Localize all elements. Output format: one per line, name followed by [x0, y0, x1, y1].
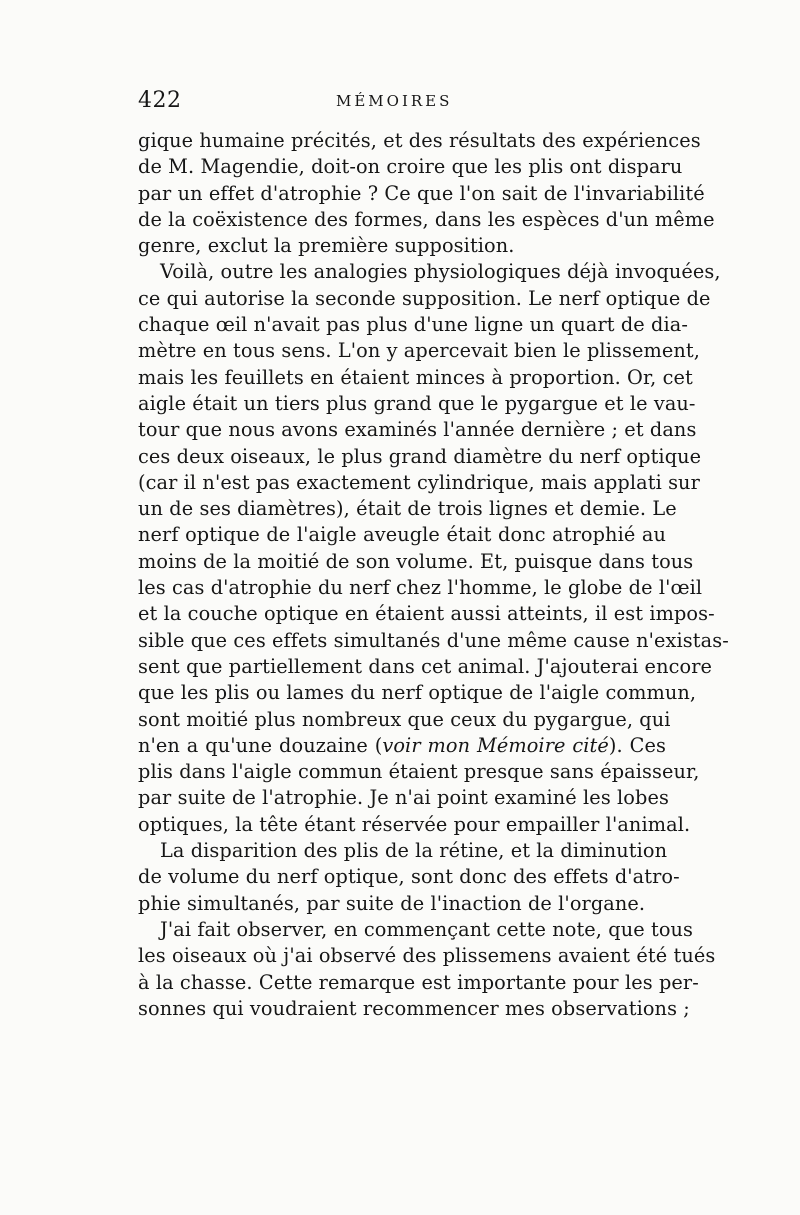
text-line: plis dans l'aigle commun étaient presque sans épaisseur, — [138, 760, 700, 784]
text-line: Voilà, outre les analogies physiologiques déjà invoquées, — [160, 260, 721, 284]
text-line: mètre en tous sens. L'on y apercevait bien le plissement, — [138, 339, 700, 363]
text-line: sent que partiellement dans cet animal. J'ajouterai encore — [138, 654, 713, 678]
paragraph — [138, 128, 715, 259]
body-text — [138, 128, 729, 1022]
text-segment: ). Ces — [608, 733, 666, 757]
text-line: phie simultanés, par suite de l'inaction de l'organe. — [138, 891, 646, 915]
page-header — [138, 88, 666, 128]
text-line: sonnes qui voudraient recommencer mes observations ; — [138, 996, 690, 1020]
text-line: un de ses diamètres), était de trois lignes et demie. Le — [138, 497, 677, 521]
text-line: de volume du nerf optique, sont donc des effets d'atro- — [138, 865, 680, 889]
running-title: MÉMOIRES — [336, 92, 453, 110]
text-line — [138, 733, 666, 759]
text-line: aigle était un tiers plus grand que le pygargue et le vau- — [138, 391, 696, 415]
text-segment: n'en a qu'une douzaine ( — [138, 733, 383, 757]
text-line: les cas d'atrophie du nerf chez l'homme, le globe de l'œil — [138, 576, 703, 600]
text-line: La disparition des plis de la rétine, et la diminution — [160, 839, 668, 863]
text-line: genre, exclut la première supposition. — [138, 234, 515, 258]
book-page — [138, 88, 729, 1022]
text-line: sont moitié plus nombreux que ceux du pygargue, qui — [138, 707, 671, 731]
text-line: tour que nous avons examinés l'année dernière ; et dans — [138, 418, 697, 442]
text-line: par un effet d'atrophie ? Ce que l'on sait de l'invariabilité — [138, 181, 705, 205]
text-line: que les plis ou lames du nerf optique de l'aigle commun, — [138, 681, 697, 705]
text-line: nerf optique de l'aigle aveugle était donc atrophié au — [138, 523, 666, 547]
page-number: 422 — [138, 88, 182, 113]
text-line: les oiseaux où j'ai observé des plissemens avaient été tués — [138, 944, 716, 968]
text-line: de M. Magendie, doit-on croire que les plis ont disparu — [138, 155, 683, 179]
text-line: moins de la moitié de son volume. Et, puisque dans tous — [138, 549, 694, 573]
italic-citation: voir mon Mémoire cité — [382, 733, 609, 757]
text-line: ces deux oiseaux, le plus grand diamètre du nerf optique — [138, 444, 702, 468]
text-line: chaque œil n'avait pas plus d'une ligne un quart de dia- — [138, 313, 688, 337]
text-line: sible que ces effets simultanés d'une même cause n'existas- — [138, 628, 729, 652]
text-line: (car il n'est pas exactement cylindrique, mais applati sur — [138, 470, 700, 494]
text-line: mais les feuillets en étaient minces à proportion. Or, cet — [138, 365, 693, 389]
text-line: ce qui autorise la seconde supposition. Le nerf optique de — [138, 286, 711, 310]
text-line: optiques, la tête étant réservée pour empailler l'animal. — [138, 812, 691, 836]
paragraph — [138, 917, 716, 1022]
text-line: J'ai fait observer, en commençant cette note, que tous — [160, 917, 694, 941]
text-line: à la chasse. Cette remarque est importante pour les per- — [138, 970, 699, 994]
paragraph — [138, 259, 729, 838]
text-line: gique humaine précités, et des résultats des expériences — [138, 129, 701, 152]
paragraph — [138, 838, 680, 917]
text-line: de la coëxistence des formes, dans les espèces d'un même — [138, 207, 715, 231]
text-line: et la couche optique en étaient aussi atteints, il est impos- — [138, 602, 715, 626]
text-line: par suite de l'atrophie. Je n'ai point examiné les lobes — [138, 786, 669, 810]
